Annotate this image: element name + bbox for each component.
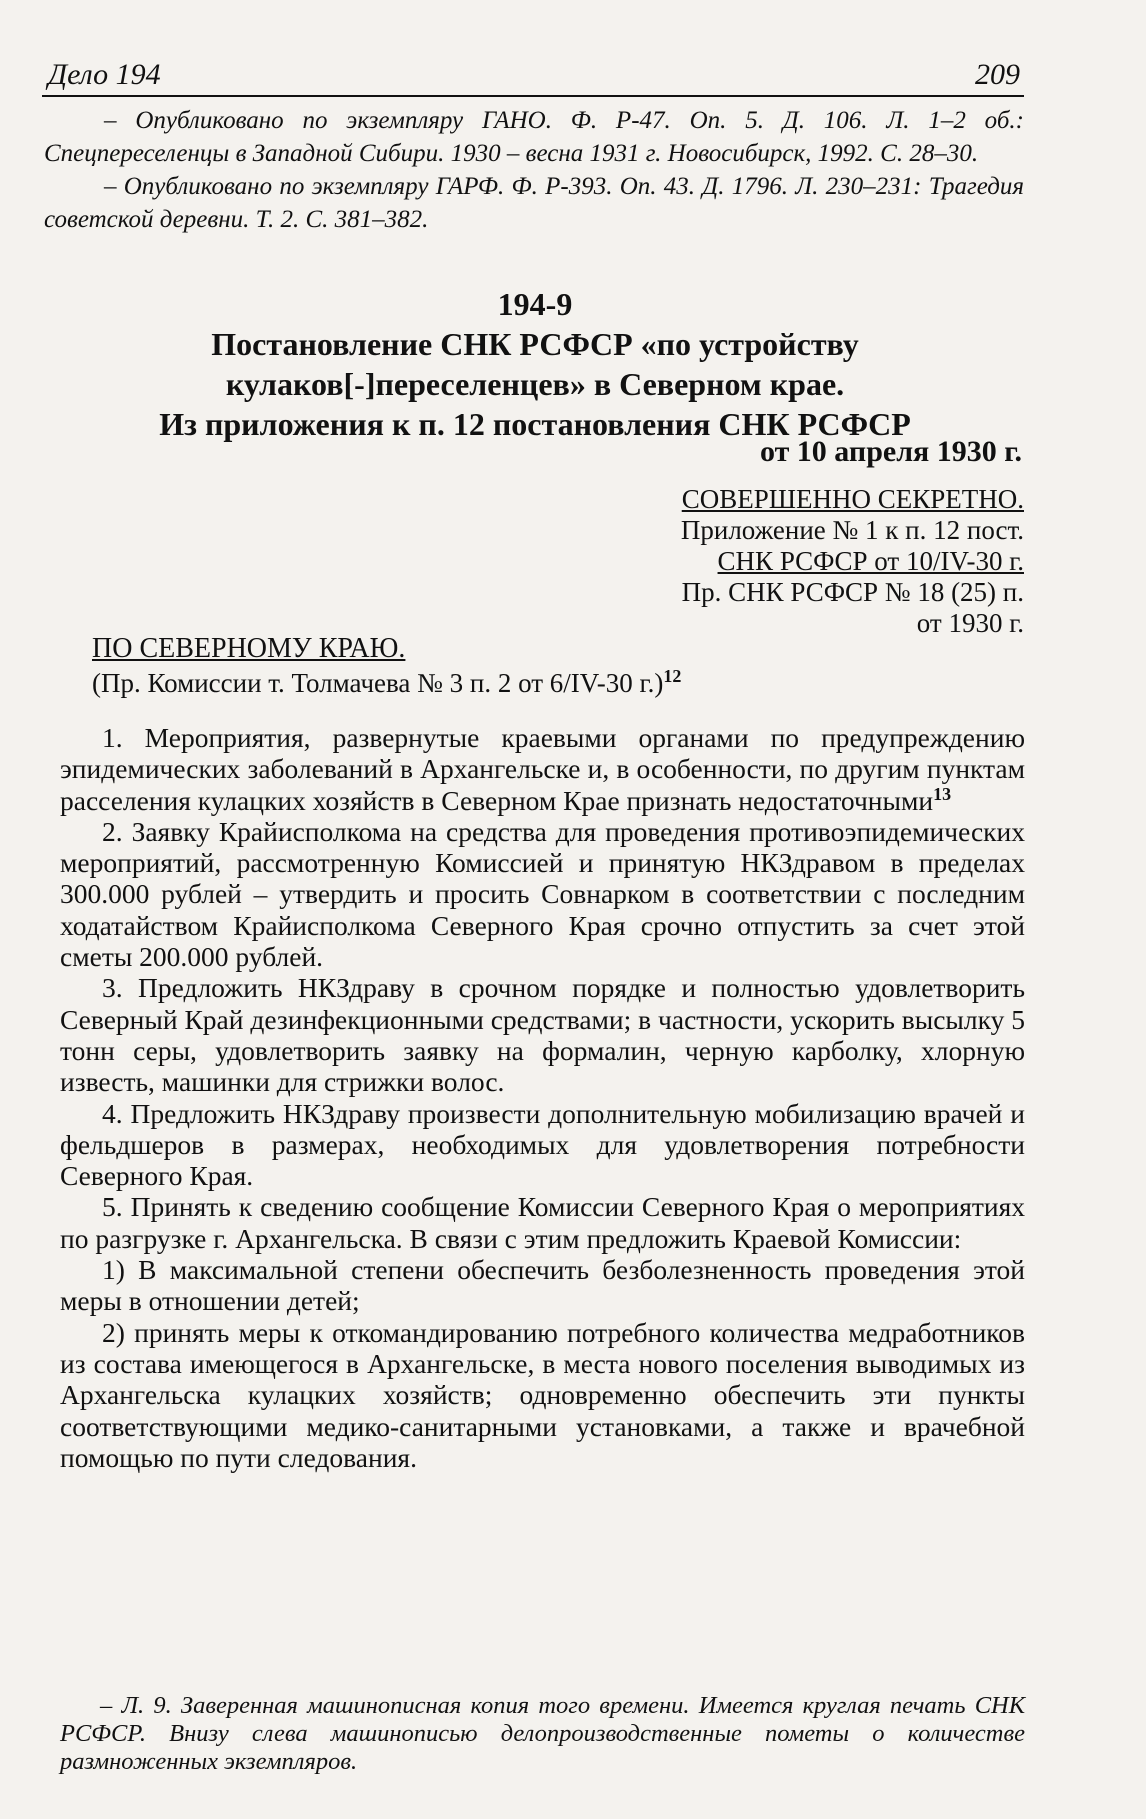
publication-notes [44, 104, 1024, 236]
paragraph: 1) В максимальной степени обеспечить безболезненность проведения этой меры в отношении детей; [60, 1254, 1025, 1317]
paragraph: 4. Предложить НКЗдраву произвести дополнительную мобилизацию врачей и фельдшеров в размерах, необходимых для удовлетворения потребности Северного Края. [60, 1097, 1025, 1192]
publication-note: – Опубликовано по экземпляру ГАНО. Ф. Р-47. Оп. 5. Д. 106. Л. 1–2 об.: Спецпереселенцы в Западной Сибири. 1930 – весна 1931 г. Новосибирск, 1992. С. 28–30. [44, 107, 1024, 167]
appendix-line: Пр. СНК РСФСР № 18 (25) п. [681, 577, 1024, 607]
title-line: кулаков[-]переселенцев» в Северном крае. [225, 366, 845, 402]
case-label: Дело 194 [48, 58, 161, 91]
title-line: Постановление СНК РСФСР «по устройству [211, 326, 859, 362]
archival-note [60, 1692, 1025, 1776]
commission-line [92, 666, 681, 700]
appendix-line: СНК РСФСР от 10/IV-30 г. [717, 546, 1024, 576]
secrecy-block [500, 484, 1024, 639]
paragraph: 3. Предложить НКЗдраву в срочном порядке и полностью удовлетворить Северный Край дезинфекционными средствами; в частности, ускорить высылку 5 тонн серы, удовлетворить заявку на формалин, черную карболку, хлорную известь, машинки для стрижки волос. [60, 972, 1025, 1098]
paragraph-text: 1. Мероприятия, развернутые краевыми органами по предупреждению эпидемических заболеваний в Архангельске и, в особенности, по другим пунктам расселения кулацких хозяйств в Северном Крае признать недостаточными [60, 722, 1025, 816]
paragraph: 2) принять меры к откомандированию потребного количества медработников из состава имеющегося в Архангельске, в места нового поселения выводимых из Архангельска кулацких хозяйств; одновременно обеспечить эти пункты соответствующими медико-санитарными установками, а также и врачебной помощью по пути следования. [60, 1316, 1025, 1473]
document-title [40, 284, 1030, 444]
footnote-ref: 12 [663, 666, 682, 686]
appendix-line: Приложение № 1 к п. 12 пост. [680, 515, 1024, 545]
footnote-ref: 13 [933, 783, 952, 804]
document-date: от 10 апреля 1930 г. [759, 435, 1022, 468]
paragraph [60, 722, 1025, 816]
resolution-body [60, 722, 1025, 1473]
archival-note-text: – Л. 9. Заверенная машинописная копия того времени. Имеется круглая печать СНК РСФСР. Внизу слева машинописью делопроизводственные пометы о количестве размноженных экземпляров. [60, 1692, 1025, 1775]
paragraph: 5. Принять к сведению сообщение Комиссии Северного Края о мероприятиях по разгрузке г. Архангельска. В связи с этим предложить Краевой Комиссии: [60, 1191, 1025, 1254]
region-heading: ПО СЕВЕРНОМУ КРАЮ. [92, 633, 406, 664]
commission-text: (Пр. Комиссии т. Толмачева № 3 п. 2 от 6/IV-30 г.) [92, 668, 664, 698]
secrecy-stamp: СОВЕРШЕННО СЕКРЕТНО. [681, 484, 1024, 514]
title-line: Из приложения к п. 12 постановления СНК РСФСР [159, 406, 911, 442]
appendix-line: от 1930 г. [916, 608, 1024, 638]
document-number: 194-9 [497, 286, 573, 322]
paragraph: 2. Заявку Крайисполкома на средства для проведения противоэпидемических мероприятий, рассмотренную Комиссией и принятую НКЗдравом в пределах 300.000 рублей – утвердить и просить Совнарком в соответствии с последним ходатайством Крайисполкома Северного Края срочно отпустить за счет этой сметы 200.000 рублей. [60, 815, 1025, 973]
page-header [42, 55, 1024, 97]
page-number: 209 [975, 58, 1020, 91]
publication-note: – Опубликовано по экземпляру ГАРФ. Ф. Р-393. Оп. 43. Д. 1796. Л. 230–231: Трагедия советской деревни. Т. 2. С. 381–382. [44, 173, 1024, 233]
